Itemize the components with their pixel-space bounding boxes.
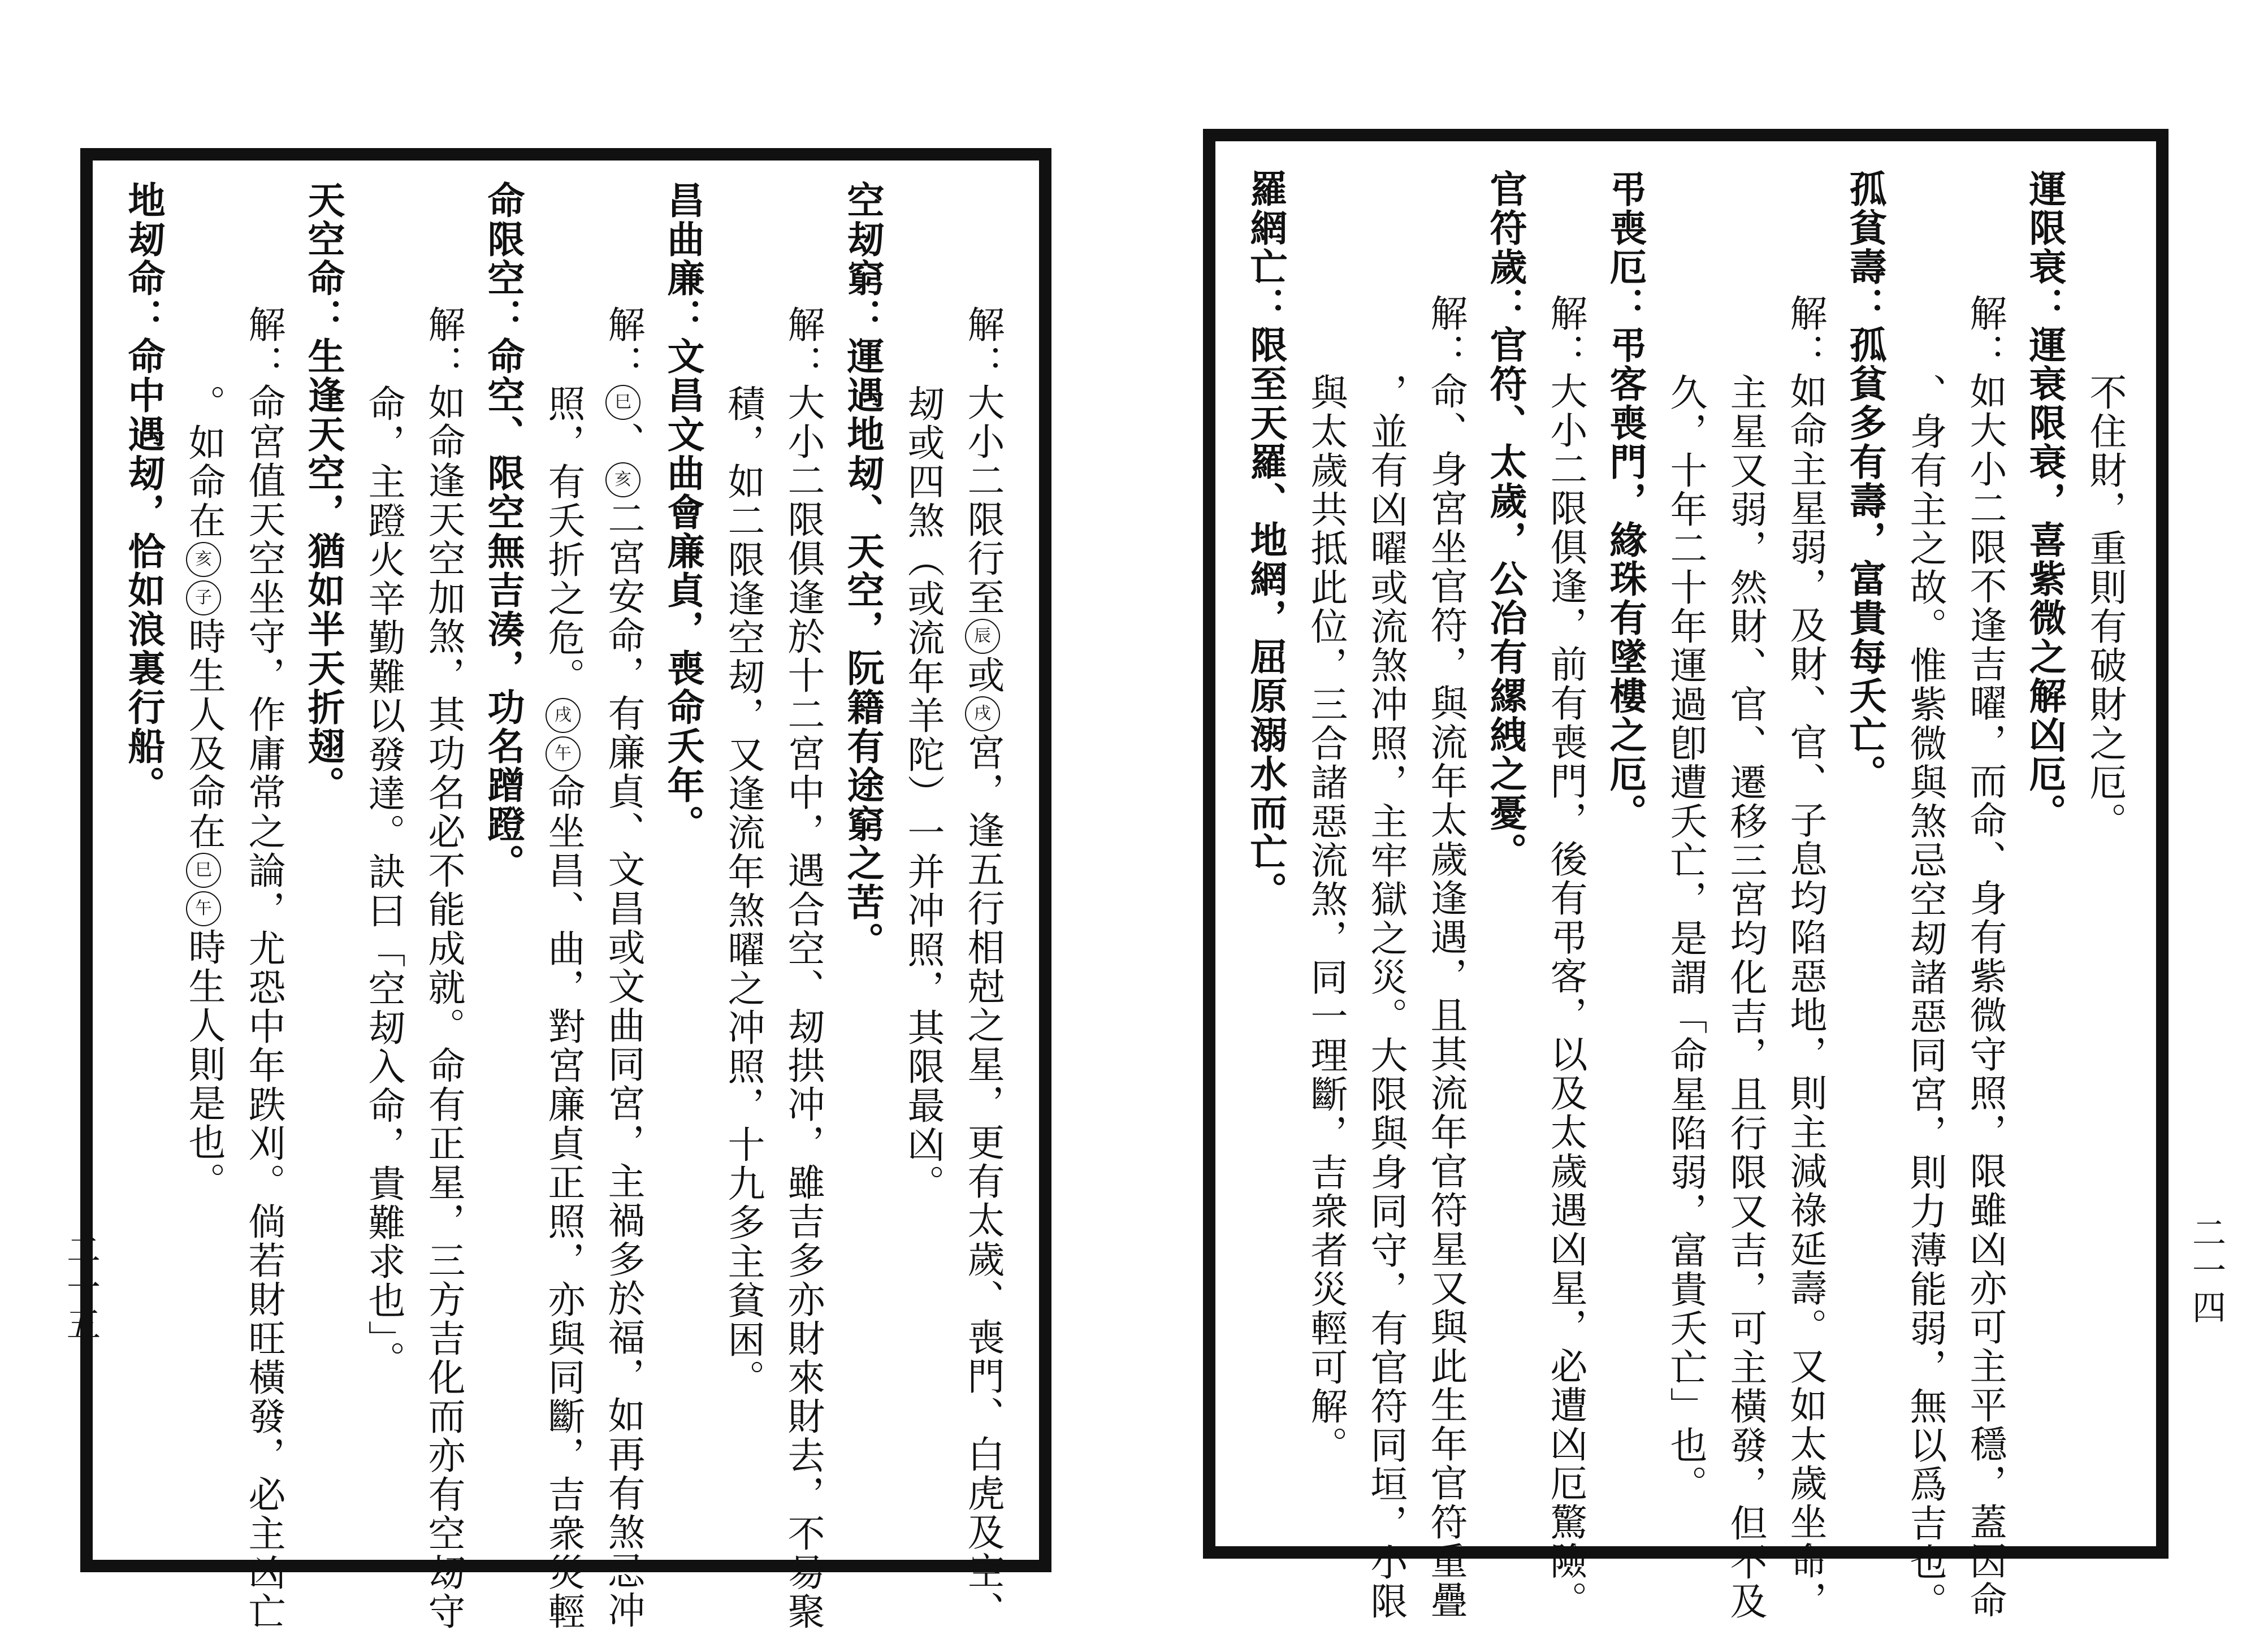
circled-branch-mark: 巳 (186, 853, 221, 888)
text-column: 解：命宮值天空坐守，作庸常之論，尤恐中年跌刈。倘若財旺橫發，必主凶亡 (242, 305, 285, 1631)
text-column: 解：如大小二限不逢吉曜，而命、身有紫微守照，限雖凶亦可主平穩，蓋因命 (1963, 294, 2007, 1620)
section-heading: 孤貧壽：孤貧多有壽，富貴每夭亡。 (1843, 170, 1887, 793)
text-column: 主星又弱，然財、官、遷移三宮均化吉，且行限又吉，可主橫發，但不及 (1724, 373, 1767, 1621)
text-column: 與太歲共抵此位，三合諸惡流煞，同一理斷，吉衆者災輕可解。 (1304, 373, 1348, 1465)
section-heading: 弔喪厄：弔客喪門，緣珠有墜樓之厄。 (1603, 170, 1647, 832)
text-column: 、身有主之故。惟紫微與煞忌空刼諸惡同宮，則力薄能弱，無以爲吉也。 (1903, 373, 1947, 1621)
section-heading: 昌曲廉：文昌文曲會廉貞，喪命夭年。 (661, 181, 705, 844)
text-column: 解：巳、亥二宮安命，有廉貞、文昌或文曲同宮，主禍多於福，如再有煞忌冲 (601, 305, 645, 1630)
text-column: 久，十年二十年運過卽遭夭亡，是謂「命星陷弱，富貴夭亡」也。 (1664, 373, 1707, 1504)
section-heading: 官符歲：官符、太歲，公冶有縲絏之憂。 (1483, 170, 1527, 871)
text-column: ，並有凶曜或流煞冲照，主牢獄之災。大限與身同守，有官符同垣，小限 (1364, 373, 1408, 1621)
circled-branch-mark: 巳 (605, 385, 640, 420)
circled-branch-mark: 戌 (965, 696, 1000, 731)
circled-branch-mark: 亥 (605, 462, 640, 497)
circled-branch-mark: 午 (186, 891, 221, 926)
section-heading: 天空命：生逢天空，猶如半天折翅。 (301, 181, 345, 805)
text-column: 解：大小二限行至辰或戌宮，逢五行相尅之星，更有太歲、喪門、白虎及空、 (961, 305, 1005, 1630)
circled-branch-mark: 戌 (546, 698, 581, 733)
text-column: 解：大小二限俱逢，前有喪門，後有弔客，以及太歲遇凶星，必遭凶厄驚險。 (1544, 294, 1587, 1620)
text-column: 命，主蹬火辛勤難以發達。訣曰「空刼入命，貴難求也」。 (362, 384, 405, 1380)
section-heading: 羅網亡：限至天羅、地網，屈原溺水而亡。 (1244, 170, 1288, 910)
text-column: 不住財，重則有破財之厄。 (2083, 373, 2127, 841)
text-column: 照，有夭折之危。戌午命坐昌、曲，對宮廉貞正照，亦與同斷，吉衆災輕 (542, 384, 585, 1631)
circled-branch-mark: 辰 (965, 619, 1000, 654)
section-heading: 命限空：命空、限空無吉湊，功名蹭蹬。 (481, 181, 525, 883)
section-heading: 空刼窮：運遇地刼、天空，阮籍有途窮之苦。 (841, 181, 885, 961)
text-column: 。如命在亥子時生人及命在巳午時生人則是也。 (182, 384, 226, 1201)
circled-branch-mark: 子 (186, 580, 221, 615)
right-page-number: 二一四 (2187, 1215, 2226, 1327)
text-column: 解：大小二限俱逢於十二宮中，遇合空、刼拱冲，雖吉多亦財來財去，不易聚 (781, 305, 825, 1631)
circled-branch-mark: 亥 (186, 542, 221, 577)
text-column: 解：命、身宮坐官符，與流年太歲逢遇，且其流年官符星又與此生年官符重疊 (1424, 294, 1468, 1620)
section-heading: 運限衰：運衰限衰，喜紫微之解凶厄。 (2023, 170, 2067, 832)
text-column: 解：如命主星弱，及財、官、子息均陷惡地，則主減祿延壽。又如太歲坐命， (1784, 294, 1827, 1620)
section-heading: 地刼命：命中遇刼，恰如浪裏行船。 (122, 181, 166, 805)
circled-branch-mark: 午 (546, 736, 581, 771)
text-column: 積，如二限逢空刼，又逢流年煞曜之冲照，十九多主貧困。 (721, 384, 765, 1398)
text-column: 刼或四煞（或流年羊陀）一并冲照，其限最凶。 (901, 384, 945, 1203)
text-column: 解：如命逢天空加煞，其功名必不能成就。命有正星，三方吉化而亦有空刼守 (422, 305, 465, 1631)
left-page-number: 二一五 (61, 1232, 101, 1344)
